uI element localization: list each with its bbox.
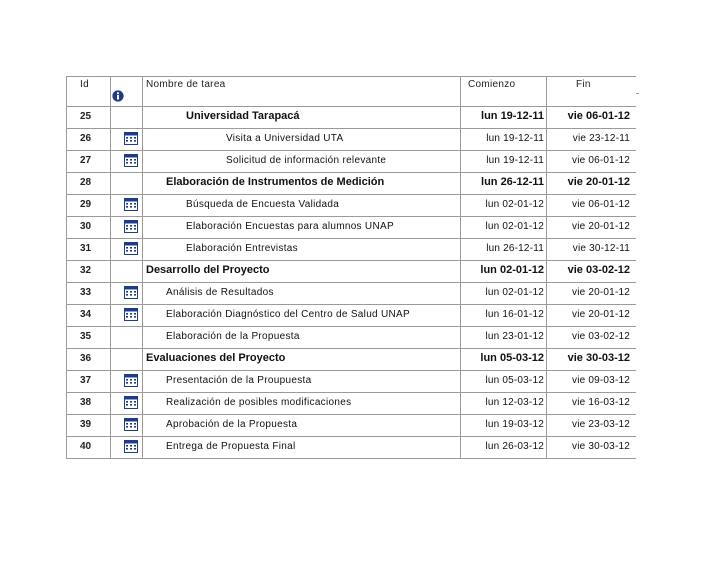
task-name[interactable]: Evaluaciones del Proyecto (146, 352, 286, 364)
calendar-task-icon (124, 308, 138, 321)
task-end[interactable]: vie 23-12-11 (572, 133, 630, 144)
grid-line (66, 150, 636, 151)
task-start[interactable]: lun 19-12-11 (486, 133, 544, 144)
task-start[interactable]: lun 26-12-11 (481, 176, 544, 188)
task-start[interactable]: lun 19-12-11 (486, 155, 544, 166)
task-id: 30 (80, 221, 92, 232)
task-end[interactable]: vie 23-03-12 (572, 419, 630, 430)
task-end[interactable]: vie 03-02-12 (567, 264, 630, 276)
task-start[interactable]: lun 23-01-12 (485, 331, 544, 342)
task-end[interactable]: vie 30-03-12 (567, 352, 630, 364)
calendar-task-icon (124, 242, 138, 255)
task-name[interactable]: Realización de posibles modificaciones (166, 397, 352, 408)
task-start[interactable]: lun 05-03-12 (485, 375, 544, 386)
table-row[interactable] (66, 106, 636, 128)
table-row[interactable] (66, 304, 636, 326)
task-start[interactable]: lun 19-12-11 (481, 110, 544, 122)
task-name[interactable]: Aprobación de la Propuesta (166, 419, 298, 430)
table-row[interactable] (66, 172, 636, 194)
table-row[interactable] (66, 282, 636, 304)
task-name[interactable]: Visita a Universidad UTA (226, 133, 344, 144)
task-start[interactable]: lun 02-01-12 (480, 264, 544, 276)
grid-line (66, 370, 636, 371)
grid-line (636, 93, 639, 94)
grid-line (66, 282, 636, 283)
calendar-task-icon (124, 220, 138, 233)
grid-line (66, 414, 636, 415)
task-id: 33 (80, 287, 92, 298)
table-row[interactable] (66, 194, 636, 216)
table-row[interactable] (66, 260, 636, 282)
task-start[interactable]: lun 02-01-12 (485, 221, 544, 232)
task-id: 32 (80, 265, 92, 276)
task-id: 25 (80, 111, 92, 122)
table-row[interactable] (66, 150, 636, 172)
task-start[interactable]: lun 12-03-12 (485, 397, 544, 408)
grid-line (66, 392, 636, 393)
task-name[interactable]: Elaboración Entrevistas (186, 243, 298, 254)
task-id: 26 (80, 133, 92, 144)
task-end[interactable]: vie 20-01-12 (572, 221, 630, 232)
task-id: 34 (80, 309, 92, 320)
grid-line (66, 304, 636, 305)
task-id: 38 (80, 397, 92, 408)
table-row[interactable] (66, 392, 636, 414)
task-end[interactable]: vie 20-01-12 (572, 309, 630, 320)
task-name[interactable]: Búsqueda de Encuesta Validada (186, 199, 340, 210)
task-start[interactable]: lun 05-03-12 (480, 352, 544, 364)
task-start[interactable]: lun 16-01-12 (485, 309, 544, 320)
grid-line (66, 106, 636, 107)
table-row[interactable] (66, 348, 636, 370)
task-end[interactable]: vie 03-02-12 (572, 331, 630, 342)
grid-line (66, 128, 636, 129)
task-id: 29 (80, 199, 92, 210)
calendar-task-icon (124, 396, 138, 409)
table-row[interactable] (66, 326, 636, 348)
header-id[interactable]: Id (80, 79, 89, 90)
task-name[interactable]: Elaboración Encuestas para alumnos UNAP (186, 221, 394, 232)
task-end[interactable]: vie 30-03-12 (572, 441, 630, 452)
task-start[interactable]: lun 19-03-12 (485, 419, 544, 430)
task-start[interactable]: lun 26-12-11 (486, 243, 544, 254)
task-end[interactable]: vie 06-01-12 (567, 110, 630, 122)
task-end[interactable]: vie 20-01-12 (572, 287, 630, 298)
task-name[interactable]: Entrega de Propuesta Final (166, 441, 296, 452)
task-end[interactable]: vie 06-01-12 (572, 199, 630, 210)
task-name[interactable]: Solicitud de información relevante (226, 155, 387, 166)
task-start[interactable]: lun 26-03-12 (485, 441, 544, 452)
task-table (66, 76, 636, 458)
grid-line (66, 216, 636, 217)
task-name[interactable]: Elaboración de Instrumentos de Medición (166, 176, 385, 188)
calendar-task-icon (124, 154, 138, 167)
task-start[interactable]: lun 02-01-12 (485, 287, 544, 298)
grid-line (66, 458, 636, 459)
grid-line (66, 76, 636, 77)
calendar-task-icon (124, 132, 138, 145)
task-id: 36 (80, 353, 92, 364)
calendar-task-icon (124, 374, 138, 387)
info-icon (112, 89, 124, 101)
table-row[interactable] (66, 370, 636, 392)
grid-line (66, 172, 636, 173)
task-end[interactable]: vie 09-03-12 (572, 375, 630, 386)
grid-line (66, 238, 636, 239)
task-id: 27 (80, 155, 92, 166)
header-name[interactable]: Nombre de tarea (146, 79, 226, 90)
task-id: 37 (80, 375, 92, 386)
task-name[interactable]: Elaboración de la Propuesta (166, 331, 300, 342)
calendar-task-icon (124, 440, 138, 453)
table-row[interactable] (66, 216, 636, 238)
table-row[interactable] (66, 238, 636, 260)
grid-line (66, 194, 636, 195)
table-row[interactable] (66, 414, 636, 436)
calendar-task-icon (124, 418, 138, 431)
header-start[interactable]: Comienzo (468, 79, 516, 90)
task-name[interactable]: Universidad Tarapacá (186, 110, 300, 122)
task-end[interactable]: vie 16-03-12 (572, 397, 630, 408)
task-end[interactable]: vie 20-01-12 (567, 176, 630, 188)
calendar-task-icon (124, 286, 138, 299)
table-row[interactable] (66, 128, 636, 150)
grid-line (66, 326, 636, 327)
task-name[interactable]: Elaboración Diagnóstico del Centro de Salud UNAP (166, 309, 410, 320)
task-end[interactable]: vie 06-01-12 (572, 155, 630, 166)
header-end[interactable]: Fin (576, 79, 591, 90)
grid-line (66, 260, 636, 261)
task-start[interactable]: lun 02-01-12 (485, 199, 544, 210)
calendar-task-icon (124, 198, 138, 211)
task-id: 40 (80, 441, 92, 452)
task-id: 35 (80, 331, 92, 342)
grid-line (66, 348, 636, 349)
task-name[interactable]: Desarrollo del Proyecto (146, 264, 270, 276)
task-id: 39 (80, 419, 92, 430)
grid-line (66, 436, 636, 437)
table-row[interactable] (66, 436, 636, 458)
task-name[interactable]: Análisis de Resultados (166, 287, 274, 298)
task-end[interactable]: vie 30-12-11 (572, 243, 630, 254)
task-id: 28 (80, 177, 92, 188)
task-id: 31 (80, 243, 92, 254)
task-name[interactable]: Presentación de la Proupuesta (166, 375, 312, 386)
